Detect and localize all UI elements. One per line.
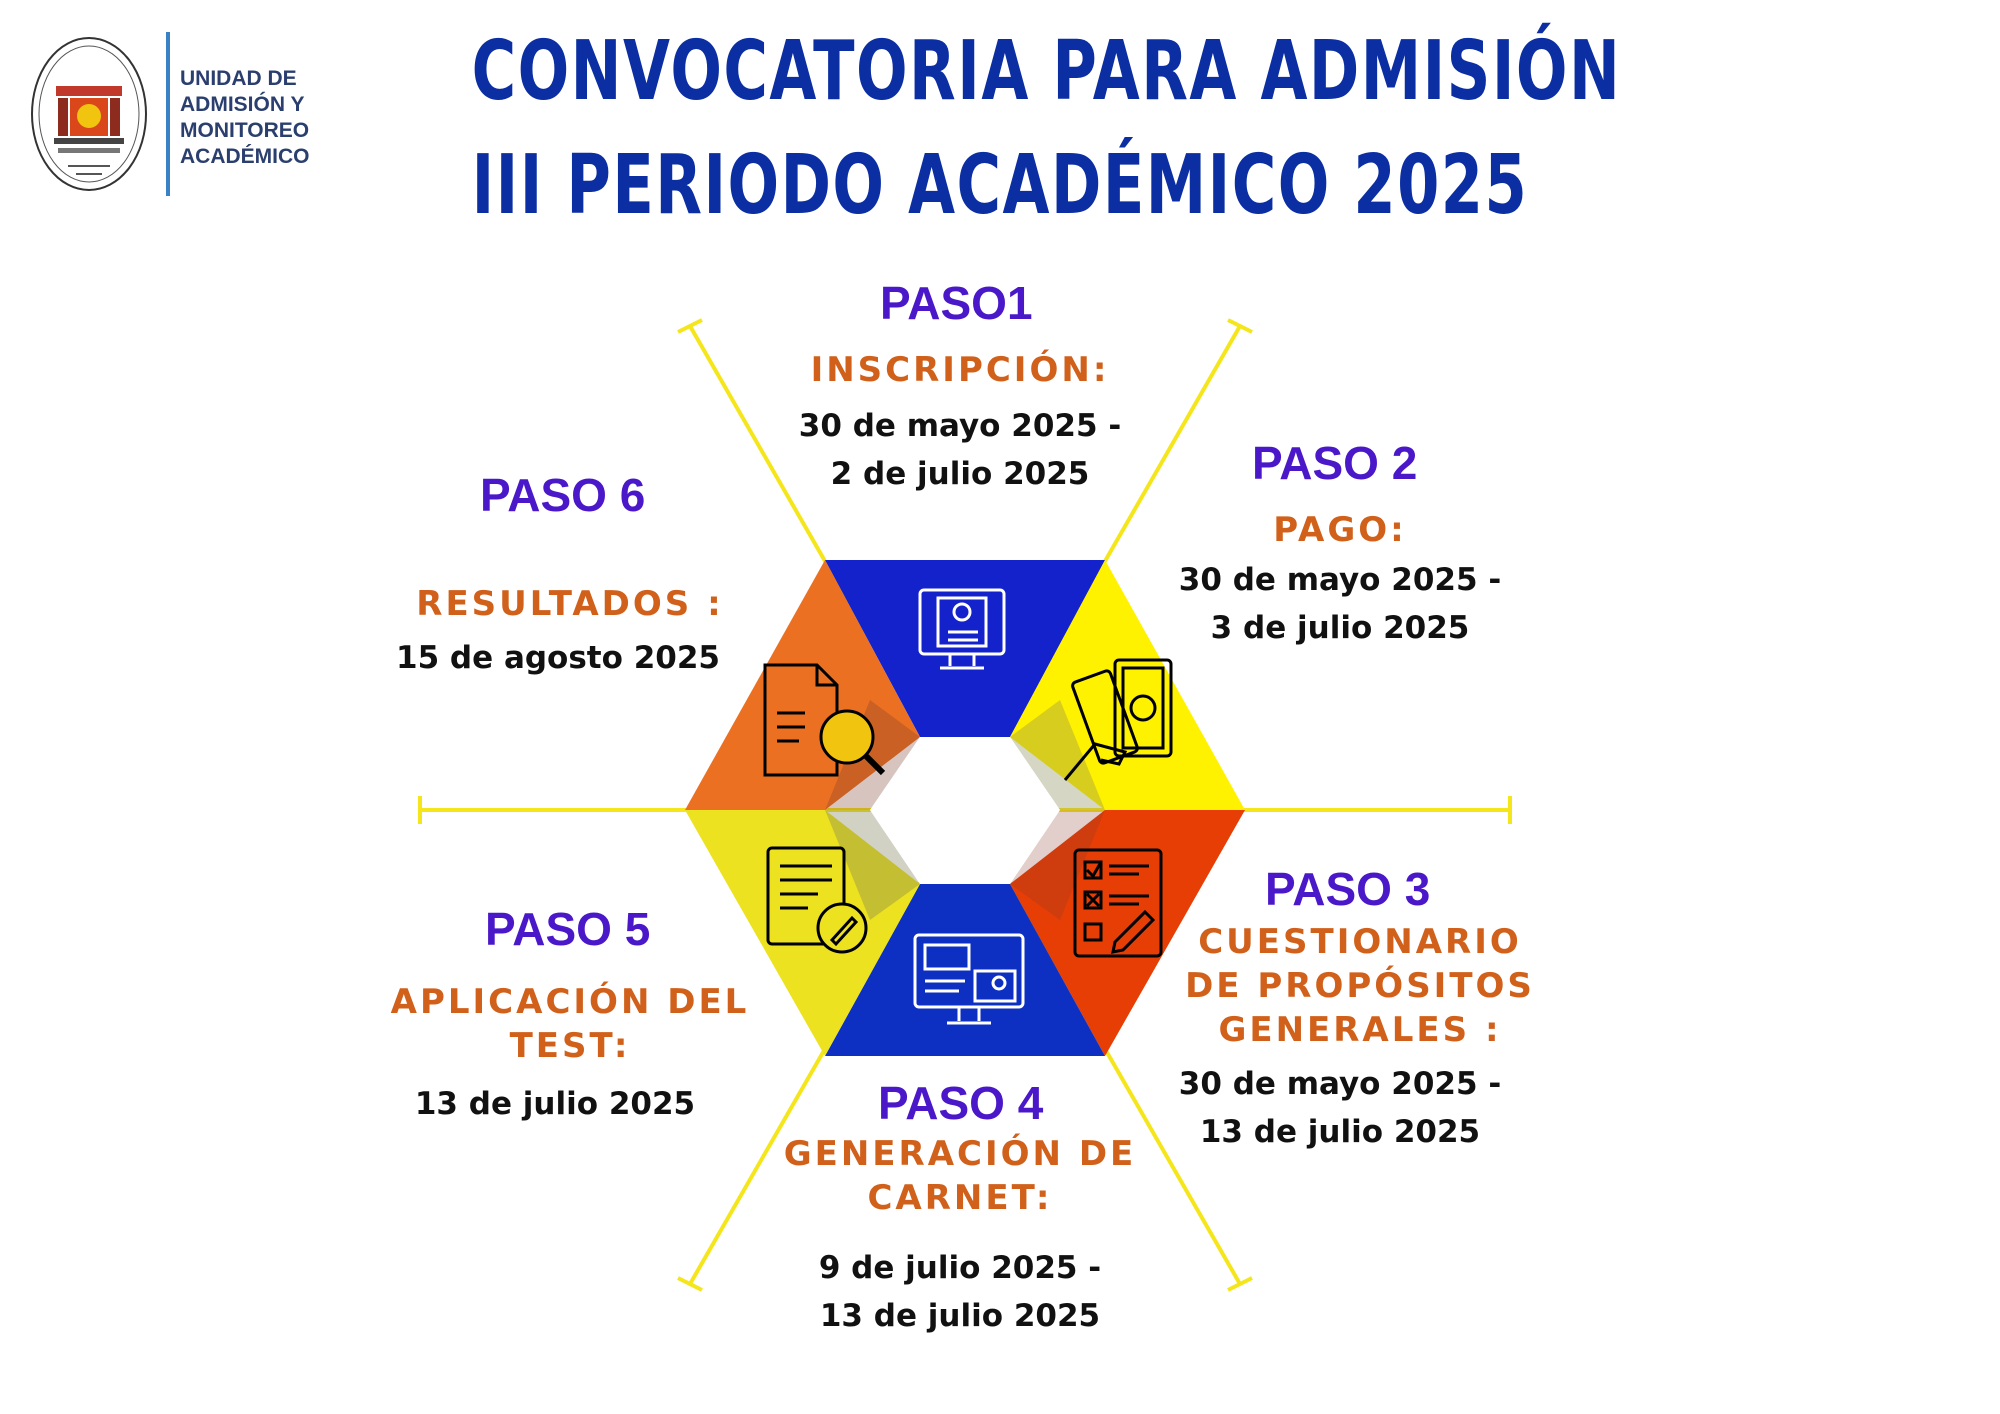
step-3-label-line: DE PROPÓSITOS	[1185, 966, 1535, 1006]
page-title-line-1: CONVOCATORIA PARA ADMISIÓN	[471, 24, 1622, 119]
step-5-dates	[355, 1080, 755, 1128]
step-5-date-line: 13 de julio 2025	[414, 1086, 696, 1122]
step-3-label-line: GENERALES :	[1218, 1010, 1502, 1050]
step-1-date-line: 30 de mayo 2025 -	[798, 408, 1122, 444]
step-6-label: RESULTADOS :	[416, 584, 724, 624]
step-4-label-line: CARNET:	[867, 1178, 1053, 1218]
step-2-label: PAGO:	[1273, 510, 1407, 550]
page-title-line-2: III PERIODO ACADÉMICO 2025	[471, 138, 1529, 233]
step-6-title: PASO 6	[480, 469, 646, 521]
step-6-date-line: 15 de agosto 2025	[396, 640, 720, 676]
step-3-date-line: 13 de julio 2025	[1199, 1114, 1481, 1150]
step-5-title: PASO 5	[485, 903, 651, 955]
step-4-label	[740, 1132, 1180, 1220]
step-6-dates	[358, 634, 758, 682]
step-4-label-line: GENERACIÓN DE	[783, 1134, 1137, 1174]
step-4-date-line: 9 de julio 2025 -	[818, 1250, 1102, 1286]
step-2-dates	[1140, 556, 1540, 652]
step-4-dates	[760, 1244, 1160, 1340]
step-2-date-line: 3 de julio 2025	[1210, 610, 1470, 646]
step-3-title: PASO 3	[1265, 863, 1431, 915]
step-4-date-line: 13 de julio 2025	[819, 1298, 1101, 1334]
step-1-date-line: 2 de julio 2025	[830, 456, 1090, 492]
step-3-date-line: 30 de mayo 2025 -	[1178, 1066, 1502, 1102]
unit-line: ACADÉMICO	[180, 145, 310, 168]
unit-line: ADMISIÓN Y	[180, 93, 305, 116]
step-3-label	[1150, 920, 1570, 1052]
step-3-label-line: CUESTIONARIO	[1198, 922, 1522, 962]
step-5-label-line: APLICACIÓN DEL	[390, 982, 750, 1022]
step-1-dates	[760, 402, 1160, 498]
step-1-title: PASO1	[880, 277, 1033, 329]
step-1-label: INSCRIPCIÓN:	[810, 350, 1110, 390]
unit-line: MONITOREO	[180, 119, 310, 142]
step-3-dates	[1140, 1060, 1540, 1156]
step-4-title: PASO 4	[878, 1077, 1044, 1129]
step-2-title: PASO 2	[1252, 437, 1418, 489]
step-2-date-line: 30 de mayo 2025 -	[1178, 562, 1502, 598]
step-5-label	[370, 980, 770, 1068]
unit-line: UNIDAD DE	[180, 67, 297, 90]
step-5-label-line: TEST:	[509, 1026, 631, 1066]
